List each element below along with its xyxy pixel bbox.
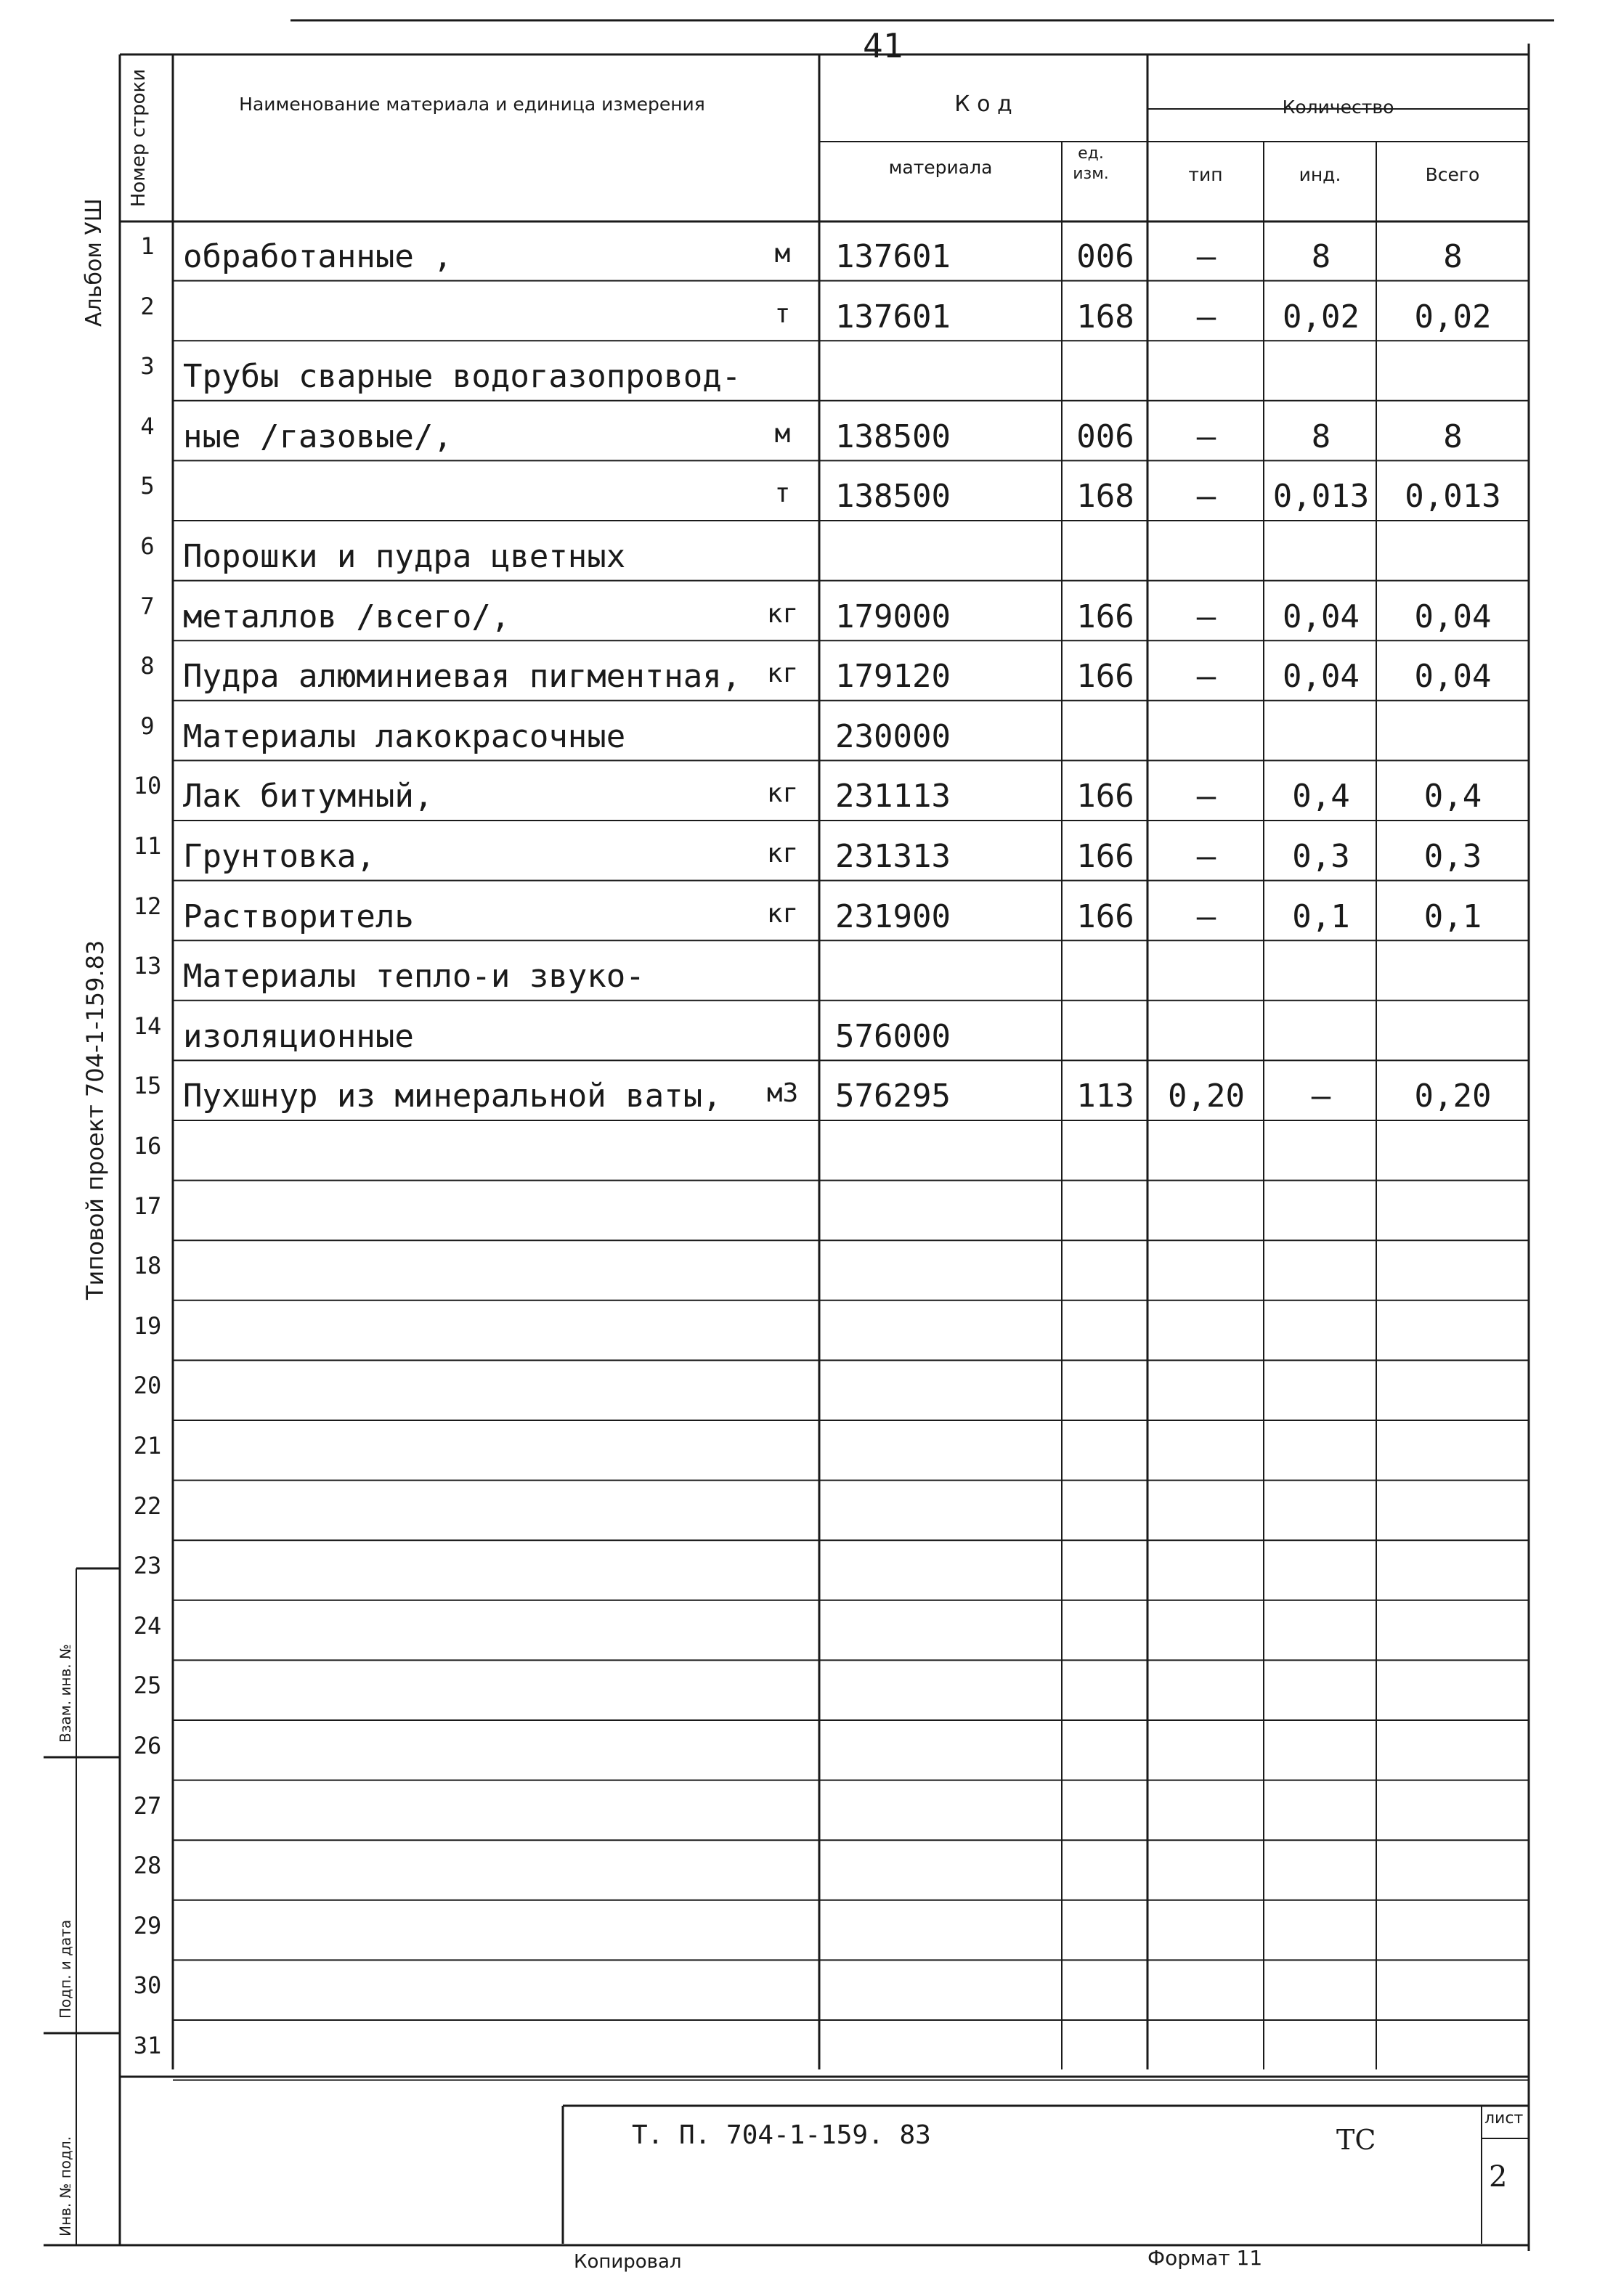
- cell-tot: 0,013: [1405, 478, 1501, 516]
- cell-unit: м: [774, 418, 791, 449]
- cell-name: Трубы сварные водогазопровод-: [183, 358, 742, 396]
- cell-ind: 0,02: [1283, 298, 1360, 335]
- table-row: [0, 1725, 1621, 1785]
- cell-tot: 0,1: [1423, 897, 1482, 935]
- cell-n: 3: [140, 352, 155, 380]
- page-number: 41: [863, 26, 903, 65]
- cell-n: 17: [133, 1192, 162, 1220]
- table-row: [0, 1964, 1621, 2024]
- cell-tip: –: [1196, 897, 1216, 935]
- cell-n: 9: [140, 712, 155, 740]
- cell-unit: м: [774, 239, 791, 269]
- cell-n: 27: [133, 1791, 162, 1820]
- table-row: [0, 1785, 1621, 1845]
- cell-n: 18: [133, 1252, 162, 1280]
- cell-tip: –: [1196, 838, 1216, 875]
- table-row: [0, 1425, 1621, 1485]
- table-row: [0, 1305, 1621, 1365]
- cell-tip: –: [1196, 598, 1216, 635]
- header-code-unit: ед. изм.: [1073, 144, 1109, 183]
- cell-name: Порошки и пудра цветных: [183, 538, 626, 575]
- project-label: Типовой проект 704-1-159.83: [81, 940, 109, 1300]
- stamp-label-3: Взам. инв. №: [57, 1644, 74, 1743]
- cell-name: Материалы тепло-и звуко-: [183, 958, 645, 996]
- cell-tot: 8: [1443, 418, 1463, 455]
- cell-n: 16: [133, 1132, 162, 1160]
- header-qty-tip: тип: [1188, 164, 1223, 185]
- cell-mat: 576295: [835, 1078, 951, 1115]
- cell-unit: м3: [766, 1078, 799, 1109]
- table-row: [0, 405, 1621, 465]
- table-row: [0, 765, 1621, 825]
- cell-tot: 0,20: [1414, 1078, 1492, 1115]
- cell-eu: 166: [1076, 838, 1134, 875]
- cell-eu: 166: [1076, 778, 1134, 815]
- cell-mat: 137601: [835, 298, 951, 335]
- cell-eu: 166: [1076, 658, 1134, 696]
- cell-tip: 0,20: [1168, 1078, 1245, 1115]
- header-row-no: Номер строки: [128, 68, 150, 208]
- cell-n: 14: [133, 1011, 162, 1040]
- cell-tip: –: [1196, 478, 1216, 516]
- cell-n: 4: [140, 412, 155, 440]
- cell-eu: 168: [1076, 298, 1134, 335]
- cell-n: 15: [133, 1072, 162, 1100]
- cell-ind: 8: [1311, 418, 1331, 455]
- table-row: [0, 1485, 1621, 1545]
- cell-tip: –: [1196, 658, 1216, 696]
- cell-name: Лак битумный,: [183, 778, 434, 815]
- table-row: [0, 585, 1621, 646]
- cell-ind: 0,1: [1292, 897, 1350, 935]
- cell-name: Грунтовка,: [183, 838, 375, 875]
- cell-n: 25: [133, 1672, 162, 1700]
- cell-tip: –: [1196, 778, 1216, 815]
- table-row: [0, 1544, 1621, 1605]
- cell-name: Материалы лакокрасочные: [183, 717, 626, 755]
- footer-copied: Копировал: [574, 2251, 682, 2273]
- cell-eu: 166: [1076, 598, 1134, 635]
- cell-mat: 137601: [835, 238, 951, 275]
- cell-name: металлов /всего/,: [183, 598, 511, 635]
- cell-eu: 113: [1076, 1078, 1134, 1115]
- table-row: [0, 1245, 1621, 1305]
- cell-ind: 8: [1311, 238, 1331, 275]
- cell-ind: 0,04: [1283, 598, 1360, 635]
- table-row: [0, 1364, 1621, 1425]
- cell-ind: 0,3: [1292, 838, 1350, 875]
- cell-n: 21: [133, 1432, 162, 1460]
- cell-n: 5: [140, 472, 155, 500]
- cell-tot: 0,04: [1414, 598, 1492, 635]
- cell-name: Пухшнур из минеральной ваты,: [183, 1078, 722, 1115]
- cell-tot: 0,02: [1414, 298, 1492, 335]
- cell-n: 26: [133, 1732, 162, 1759]
- stamp-label-2: Подп. и дата: [57, 1919, 74, 2019]
- cell-n: 30: [133, 1971, 162, 2000]
- table-row: [0, 1064, 1621, 1125]
- cell-mat: 231113: [835, 778, 951, 815]
- cell-n: 29: [133, 1911, 162, 1939]
- cell-name: Пудра алюминиевая пигментная,: [183, 658, 742, 696]
- table-row: [0, 1844, 1621, 1905]
- table-row: [0, 2024, 1621, 2085]
- cell-unit: кг: [766, 898, 799, 929]
- cell-n: 13: [133, 952, 162, 980]
- cell-unit: кг: [766, 598, 799, 629]
- cell-mat: 138500: [835, 418, 951, 455]
- cell-mat: 179000: [835, 598, 951, 635]
- cell-mat: 231900: [835, 897, 951, 935]
- cell-n: 12: [133, 892, 162, 920]
- cell-tot: 0,04: [1414, 658, 1492, 696]
- cell-eu: 006: [1076, 418, 1134, 455]
- table-row: [0, 705, 1621, 765]
- header-qty: Количество: [1282, 97, 1394, 118]
- table-row: [0, 645, 1621, 705]
- cell-eu: 168: [1076, 478, 1134, 516]
- header-code-material: материала: [888, 157, 993, 178]
- table-row: [0, 465, 1621, 525]
- table-row: [0, 345, 1621, 405]
- cell-name: ные /газовые/,: [183, 418, 452, 455]
- title-block-mark: ТС: [1336, 2124, 1376, 2156]
- header-qty-ind: инд.: [1299, 164, 1341, 185]
- cell-tot: 8: [1443, 238, 1463, 275]
- table-row: [0, 1905, 1621, 1965]
- album-label: Альбом УШ: [81, 198, 107, 327]
- header-qty-total: Всего: [1425, 164, 1480, 185]
- cell-n: 8: [140, 652, 155, 680]
- cell-tot: 0,3: [1423, 838, 1482, 875]
- cell-n: 19: [133, 1311, 162, 1340]
- cell-eu: 166: [1076, 897, 1134, 935]
- cell-ind: –: [1311, 1078, 1331, 1115]
- title-block-sheet-number: 2: [1489, 2160, 1508, 2194]
- cell-tip: –: [1196, 418, 1216, 455]
- cell-name: изоляционные: [183, 1017, 414, 1055]
- table-row: [0, 525, 1621, 585]
- cell-n: 24: [133, 1611, 162, 1640]
- table-row: [0, 225, 1621, 285]
- cell-ind: 0,04: [1283, 658, 1360, 696]
- cell-n: 2: [140, 292, 155, 320]
- cell-unit: кг: [766, 839, 799, 868]
- cell-unit: кг: [766, 659, 799, 689]
- cell-mat: 231313: [835, 838, 951, 875]
- cell-name: обработанные ,: [183, 238, 452, 275]
- cell-mat: 230000: [835, 717, 951, 755]
- cell-n: 10: [133, 772, 162, 800]
- cell-unit: т: [774, 479, 791, 509]
- header-code: К о д: [954, 91, 1012, 117]
- cell-tip: –: [1196, 238, 1216, 275]
- cell-mat: 179120: [835, 658, 951, 696]
- cell-unit: кг: [766, 778, 799, 809]
- table-row: [0, 1005, 1621, 1065]
- cell-n: 22: [133, 1491, 162, 1520]
- table-row: [0, 1664, 1621, 1725]
- title-block-doc: Т. П. 704-1-159. 83: [632, 2120, 931, 2150]
- cell-n: 23: [133, 1552, 162, 1580]
- table-row: [0, 1125, 1621, 1185]
- table-row: [0, 825, 1621, 885]
- cell-eu: 006: [1076, 238, 1134, 275]
- table-row: [0, 945, 1621, 1005]
- cell-n: 28: [133, 1852, 162, 1880]
- cell-n: 7: [140, 592, 155, 620]
- table-row: [0, 1185, 1621, 1245]
- cell-ind: 0,4: [1292, 778, 1350, 815]
- cell-n: 20: [133, 1372, 162, 1400]
- title-block-sheet-label: лист: [1484, 2109, 1524, 2128]
- table-row: [0, 885, 1621, 945]
- cell-mat: 576000: [835, 1017, 951, 1055]
- footer-format: Формат 11: [1147, 2246, 1263, 2270]
- cell-tip: –: [1196, 298, 1216, 335]
- header-name: Наименование материала и единица измерения: [239, 94, 705, 115]
- stamp-label-1: Инв. № подл.: [57, 2136, 74, 2236]
- cell-n: 31: [133, 2032, 162, 2059]
- cell-n: 6: [140, 532, 155, 560]
- cell-n: 11: [133, 832, 162, 860]
- cell-n: 1: [140, 232, 155, 260]
- cell-name: Растворитель: [183, 897, 414, 935]
- cell-unit: т: [774, 298, 791, 329]
- table-row: [0, 285, 1621, 346]
- cell-tot: 0,4: [1423, 778, 1482, 815]
- cell-ind: 0,013: [1272, 478, 1370, 516]
- cell-mat: 138500: [835, 478, 951, 516]
- table-row: [0, 1605, 1621, 1665]
